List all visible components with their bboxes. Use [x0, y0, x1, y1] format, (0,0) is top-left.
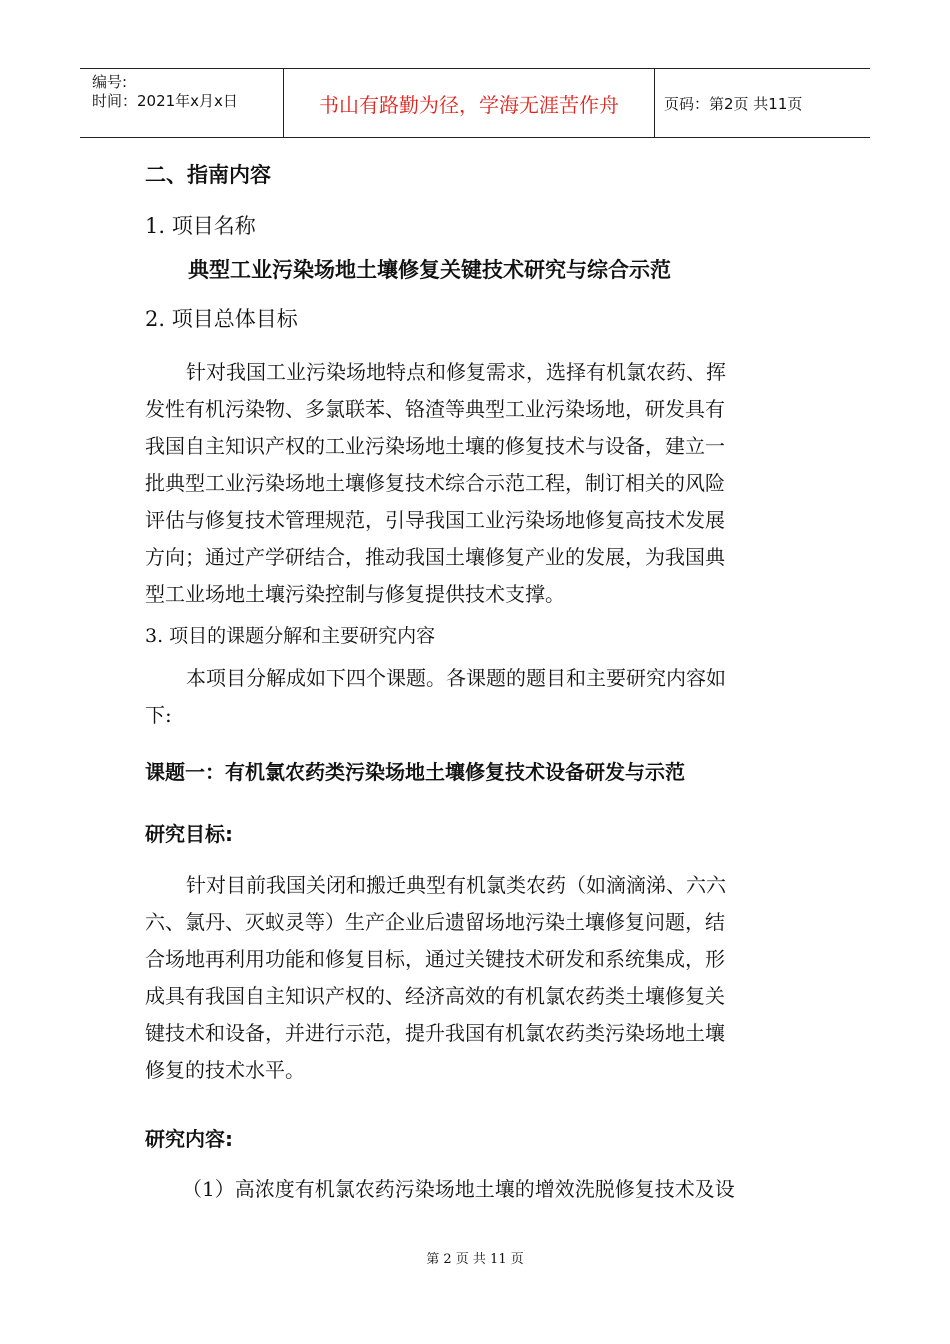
intro-line: 下: [145, 703, 172, 727]
research-content-label: 研究内容: [145, 1127, 233, 1151]
research-goal-line: 针对目前我国关闭和搬迁典型有机氯类农药（如滴滴涕、六六 [186, 873, 726, 897]
section-title: 二、指南内容 [145, 163, 271, 187]
research-goal-label: 研究目标: [145, 822, 233, 846]
project-name: 典型工业污染场地土壤修复关键技术研究与综合示范 [188, 258, 671, 282]
header-meta [80, 69, 283, 137]
intro-line: 本项目分解成如下四个课题。各课题的题目和主要研究内容如 [186, 666, 726, 690]
goal-line: 针对我国工业污染场地特点和修复需求，选择有机氯农药、挥 [186, 360, 726, 384]
goal-line: 型工业场地土壤污染控制与修复提供技术支撑。 [145, 582, 565, 606]
item-project-name-heading: 1. 项目名称 [145, 214, 256, 238]
topic1-title: 课题一：有机氯农药类污染场地土壤修复技术设备研发与示范 [145, 760, 685, 784]
date-label: 时间：2021年x月x日 [92, 92, 238, 110]
header-page-info: 页码：第2页 共11页 [664, 94, 803, 113]
goal-line: 批典型工业污染场地土壤修复技术综合示范工程，制订相关的风险 [145, 471, 725, 495]
page-header [80, 68, 870, 138]
content-item-1: （1）高浓度有机氯农药污染场地土壤的增效洗脱修复技术及设 [182, 1177, 735, 1201]
research-goal-line: 成具有我国自主知识产权的、经济高效的有机氯农药类土壤修复关 [145, 984, 725, 1008]
goal-line: 方向；通过产学研结合，推动我国土壤修复产业的发展，为我国典 [145, 545, 725, 569]
research-goal-line: 键技术和设备，并进行示范，提升我国有机氯农药类污染场地土壤 [145, 1021, 725, 1045]
goal-line: 评估与修复技术管理规范，引导我国工业污染场地修复高技术发展 [145, 508, 725, 532]
item-overall-goal-heading: 2. 项目总体目标 [145, 307, 298, 331]
page-footer: 第 2 页 共 11 页 [426, 1252, 524, 1267]
research-goal-line: 六、氯丹、灭蚁灵等）生产企业后遗留场地污染土壤修复问题，结 [145, 910, 725, 934]
research-goal-line: 合场地再利用功能和修复目标，通过关键技术研发和系统集成，形 [145, 947, 725, 971]
research-goal-line: 修复的技术水平。 [145, 1058, 305, 1082]
header-motto: 书山有路勤为径，学海无涯苦作舟 [283, 69, 655, 137]
number-label: 编号: [92, 73, 128, 91]
goal-line: 我国自主知识产权的工业污染场地土壤的修复技术与设备，建立一 [145, 434, 725, 458]
goal-line: 发性有机污染物、多氯联苯、铬渣等典型工业污染场地，研发具有 [145, 397, 725, 421]
item-topics-heading: 3. 项目的课题分解和主要研究内容 [145, 625, 436, 647]
